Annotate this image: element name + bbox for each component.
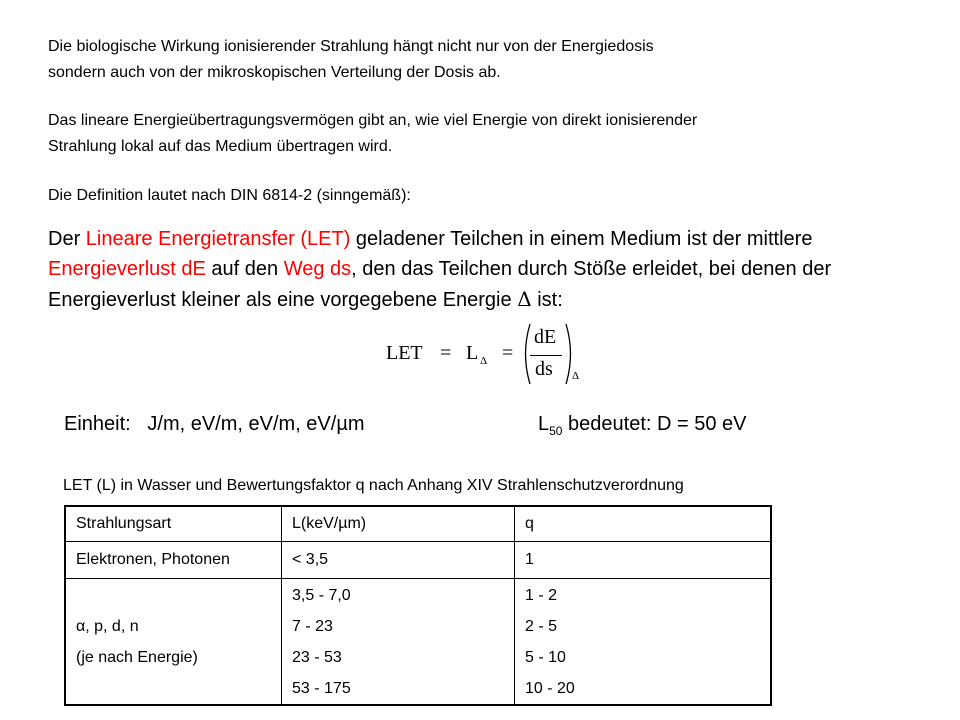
- q-range: 1 - 2: [525, 586, 558, 604]
- let-table: [64, 505, 772, 706]
- formula-numerator: dE: [534, 326, 557, 348]
- let-range: 23 - 53: [292, 648, 342, 666]
- intro-paragraph-1: [48, 34, 654, 86]
- def-text-1: Der: [48, 228, 86, 250]
- q-range: 10 - 20: [525, 679, 575, 697]
- intro-p1-line2: sondern auch von der mikroskopischen Verteilung der Dosis ab.: [48, 64, 501, 81]
- def-highlight-energy-loss: Energieverlust dE: [48, 258, 206, 280]
- cell-radiation-type: [65, 579, 282, 706]
- l50-subscript: 50: [549, 424, 563, 438]
- formula-lhs: LET: [386, 342, 423, 364]
- header-q: q: [515, 506, 772, 542]
- def-text-3: auf den: [205, 258, 284, 280]
- formula-outer-subscript: Δ: [572, 370, 580, 382]
- q-range: 2 - 5: [525, 617, 558, 635]
- units-line: [64, 410, 365, 438]
- formula-denominator: ds: [535, 358, 553, 380]
- formula-equals-1: =: [440, 342, 452, 364]
- def-highlight-path: Weg ds: [283, 258, 352, 280]
- let-definition: [48, 224, 928, 315]
- header-radiation-type: Strahlungsart: [65, 506, 282, 542]
- energy-note: (je nach Energie): [76, 648, 198, 666]
- formula-l-subscript: Δ: [480, 355, 488, 367]
- intro-paragraph-3: Die Definition lautet nach DIN 6814-2 (sinngemäß):: [48, 187, 411, 204]
- cell-let-ranges: [282, 579, 515, 706]
- table-caption: LET (L) in Wasser und Bewertungsfaktor q nach Anhang XIV Strahlenschutzverordnung: [63, 477, 684, 494]
- def-highlight-let: Lineare Energietransfer (LET): [85, 228, 351, 250]
- def-text-2: geladener Teilchen in einem Medium ist der mittlere: [350, 228, 813, 250]
- table-header-row: [65, 506, 771, 542]
- intro-p2-line1: Das lineare Energieübertragungsvermögen gibt an, wie viel Energie von direkt ionisierender: [48, 112, 698, 129]
- q-range: 5 - 10: [525, 648, 566, 666]
- cell-radiation-type: Elektronen, Photonen: [65, 542, 282, 579]
- l50-note: [538, 410, 747, 445]
- cell-let: < 3,5: [282, 542, 515, 579]
- formula-equals-2: =: [502, 342, 514, 364]
- l50-text: bedeutet: D = 50 eV: [562, 413, 747, 435]
- formula-fraction-bar: [530, 355, 562, 356]
- formula-l-symbol: L: [466, 342, 479, 364]
- particle-types: α, p, d, n: [76, 617, 139, 635]
- let-range: 3,5 - 7,0: [292, 586, 351, 604]
- let-range: 53 - 175: [292, 679, 351, 697]
- intro-p1-line1: Die biologische Wirkung ionisierender Strahlung hängt nicht nur von der Energiedosis: [48, 38, 654, 55]
- intro-p2-line2: Strahlung lokal auf das Medium übertragen wird.: [48, 138, 393, 155]
- def-text-5: ist:: [531, 289, 563, 311]
- header-let: L(keV/µm): [282, 506, 515, 542]
- cell-q: 1: [515, 542, 772, 579]
- units-label: Einheit:: [64, 413, 131, 435]
- let-range: 7 - 23: [292, 617, 333, 635]
- table-row: [65, 542, 771, 579]
- l50-base: L: [538, 413, 550, 435]
- intro-paragraph-2: [48, 108, 697, 160]
- delta-symbol: Δ: [517, 287, 532, 311]
- units-values: J/m, eV/m, eV/m, eV/µm: [147, 413, 365, 435]
- def-text-4: , den das Teilchen durch Stöße erleidet, bei denen der Energieverlust kleiner als eine vorgegebene Energie: [48, 258, 832, 311]
- table-row: [65, 579, 771, 706]
- cell-q-ranges: [515, 579, 772, 706]
